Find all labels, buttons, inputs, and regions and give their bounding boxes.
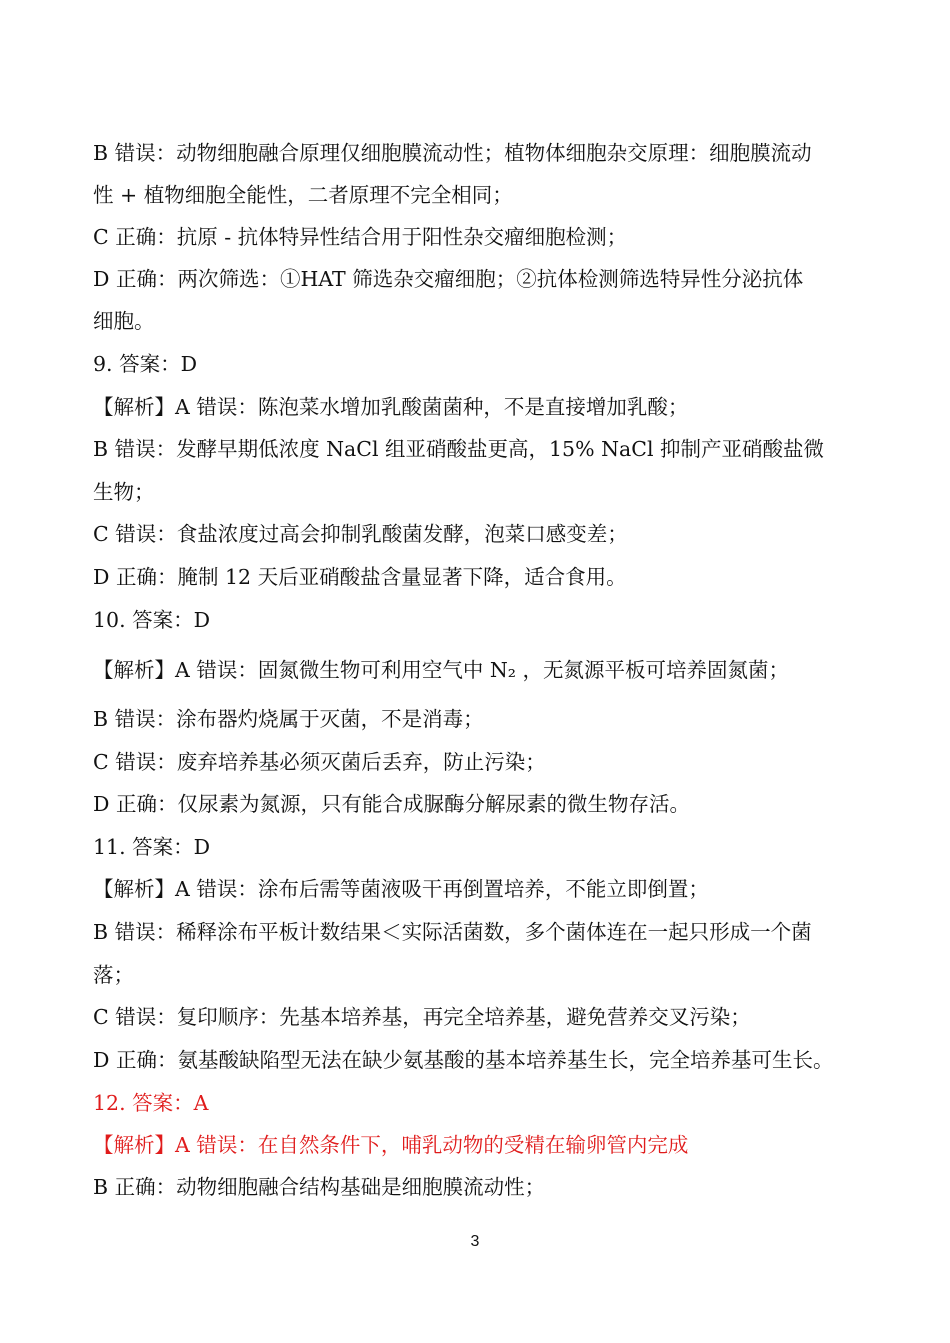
analysis-line: 【解析】A 错误：固氮微生物可利用空气中 N₂ ，无氮源平板可培养固氮菌； [93, 658, 790, 682]
text-line: C 错误：复印顺序：先基本培养基，再完全培养基，避免营养交叉污染； [93, 1005, 751, 1029]
text-line: D 正确：仅尿素为氮源，只有能合成脲酶分解尿素的微生物存活。 [93, 792, 690, 816]
text-line: B 错误：发酵早期低浓度 NaCl 组亚硝酸盐更高，15% NaCl 抑制产亚硝酸盐微 [93, 437, 825, 461]
text-line: B 错误：稀释涂布平板计数结果＜实际活菌数，多个菌体连在一起只形成一个菌 [93, 920, 812, 944]
text-line: 细胞。 [93, 309, 155, 333]
page-number: 3 [470, 1233, 480, 1250]
text-line: 性 + 植物细胞全能性，二者原理不完全相同； [93, 183, 513, 207]
text-line: C 正确：抗原 - 抗体特异性结合用于阳性杂交瘤细胞检测； [93, 225, 628, 249]
answer-heading: 10. 答案：D [93, 608, 211, 632]
analysis-line: 【解析】A 错误：涂布后需等菌液吸干再倒置培养，不能立即倒置； [93, 877, 709, 901]
text-line: 落； [93, 963, 134, 987]
text-line: B 错误：涂布器灼烧属于灭菌，不是消毒； [93, 707, 484, 731]
analysis-line-highlighted: 【解析】A 错误：在自然条件下，哺乳动物的受精在输卵管内完成 [93, 1133, 689, 1157]
text-line: C 错误：食盐浓度过高会抑制乳酸菌发酵，泡菜口感变差； [93, 522, 628, 546]
text-line: B 错误：动物细胞融合原理仅细胞膜流动性；植物体细胞杂交原理：细胞膜流动 [93, 141, 812, 165]
answer-heading: 11. 答案：D [93, 835, 211, 859]
answer-heading-highlighted: 12. 答案：A [93, 1091, 209, 1115]
text-line: C 错误：废弃培养基必须灭菌后丢弃，防止污染； [93, 750, 546, 774]
text-line: D 正确：腌制 12 天后亚硝酸盐含量显著下降，适合食用。 [93, 565, 627, 589]
analysis-line: 【解析】A 错误：陈泡菜水增加乳酸菌菌种，不是直接增加乳酸； [93, 395, 689, 419]
text-line: B 正确：动物细胞融合结构基础是细胞膜流动性； [93, 1175, 546, 1199]
text-line: D 正确：两次筛选：①HAT 筛选杂交瘤细胞；②抗体检测筛选特异性分泌抗体 [93, 267, 804, 291]
text-line: 生物； [93, 480, 155, 504]
text-line: D 正确：氨基酸缺陷型无法在缺少氨基酸的基本培养基生长，完全培养基可生长。 [93, 1048, 834, 1072]
answer-heading: 9. 答案：D [93, 352, 198, 376]
